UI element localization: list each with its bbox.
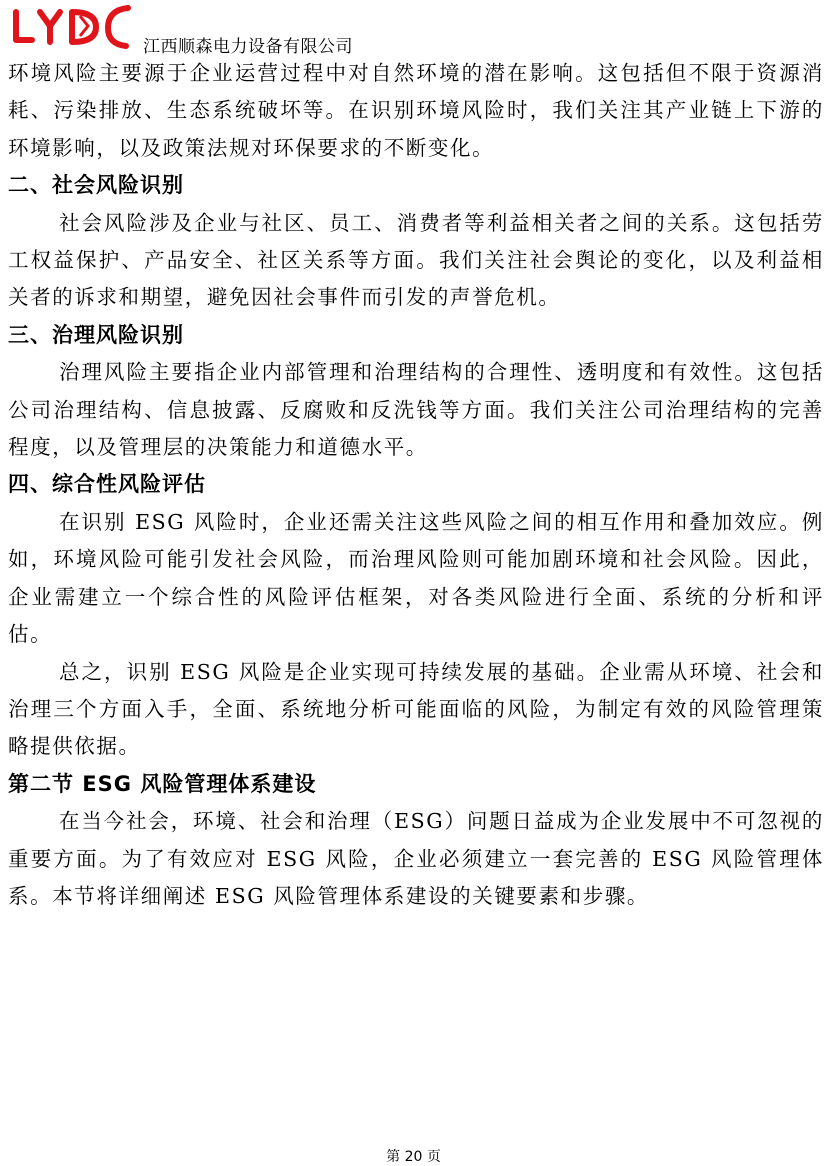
paragraph-section-two-intro: 在当今社会，环境、社会和治理（ESG）问题日益成为企业发展中不可忽视的重要方面。为了有效应对 ESG 风险，企业必须建立一套完善的 ESG 风险管理体系。本节将详细阐述 ESG 风险管理体系建设的关键要素和步骤。 xyxy=(8,809,824,908)
heading-governance-risk: 三、治理风险识别 xyxy=(8,322,184,347)
company-logo xyxy=(10,2,140,52)
company-name: 江西顺森电力设备有限公司 xyxy=(143,37,353,57)
paragraph-comprehensive-assessment: 在识别 ESG 风险时，企业还需关注这些风险之间的相互作用和叠加效应。例如，环境风险可能引发社会风险，而治理风险则可能加剧环境和社会风险。因此，企业需建立一个综合性的风险评估框架，对各类风险进行全面、系统的分析和评估。 xyxy=(8,509,824,647)
paragraph-social-risk: 社会风险涉及企业与社区、员工、消费者等利益相关者之间的关系。这包括劳工权益保护、产品安全、社区关系等方面。我们关注社会舆论的变化，以及利益相关者的诉求和期望，避免因社会事件而引发的声誉危机。 xyxy=(8,210,824,310)
paragraph-summary: 总之，识别 ESG 风险是企业实现可持续发展的基础。企业需从环境、社会和治理三个方面入手，全面、系统地分析可能面临的风险，为制定有效的风险管理策略提供依据。 xyxy=(8,659,824,759)
page-number: 第 20 页 xyxy=(386,1149,441,1165)
page-header xyxy=(10,2,610,57)
heading-comprehensive-assessment: 四、综合性风险评估 xyxy=(8,472,206,497)
heading-section-two: 第二节 ESG 风险管理体系建设 xyxy=(8,771,317,796)
document-body xyxy=(8,55,824,915)
paragraph-governance-risk: 治理风险主要指企业内部管理和治理结构的合理性、透明度和有效性。这包括公司治理结构、信息披露、反腐败和反洗钱等方面。我们关注公司治理结构的完善程度，以及管理层的决策能力和道德水平。 xyxy=(8,360,824,460)
paragraph-environment-risk: 环境风险主要源于企业运营过程中对自然环境的潜在影响。这包括但不限于资源消耗、污染排放、生态系统破坏等。在识别环境风险时，我们关注其产业链上下游的环境影响，以及政策法规对环保要求的不断变化。 xyxy=(8,61,824,160)
heading-social-risk: 二、社会风险识别 xyxy=(8,173,184,198)
